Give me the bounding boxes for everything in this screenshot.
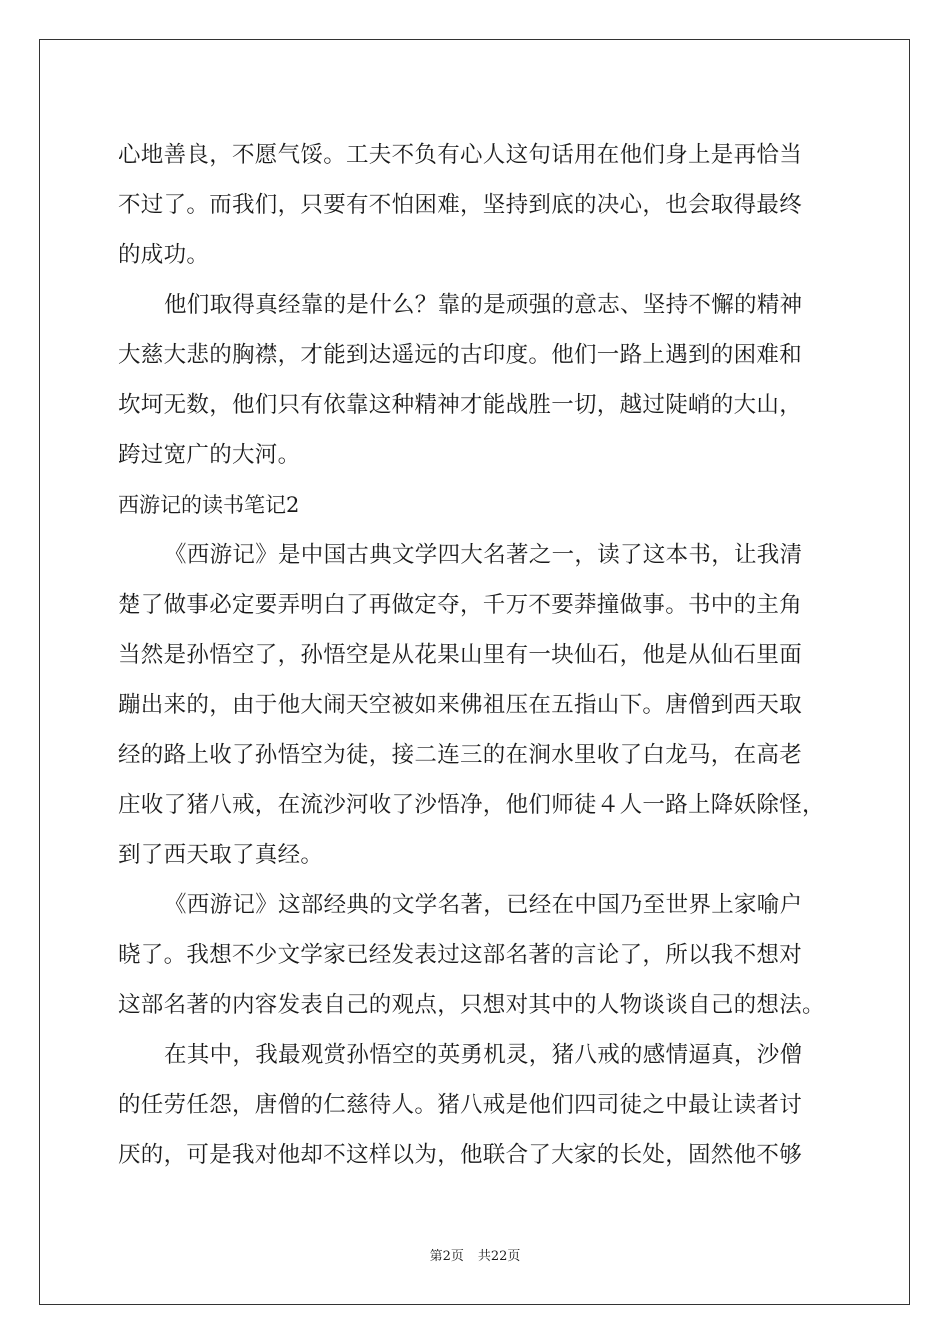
text-line: 的任劳任怨，唐僧的仁慈待人。猪八戒是他们四司徒之中最让读者讨: [118, 1092, 803, 1118]
paragraph: [118, 530, 838, 880]
page-footer: [0, 1245, 950, 1264]
text-line: 这部名著的内容发表自己的观点，只想对其中的人物谈谈自己的想法。: [118, 992, 825, 1018]
section-heading: 西游记的读书笔记2: [118, 493, 300, 517]
text-line: 他们取得真经靠的是什么？靠的是顽强的意志、坚持不懈的精神: [164, 292, 803, 318]
text-line: 不过了。而我们，只要有不怕困难，坚持到底的决心，也会取得最终: [118, 192, 803, 218]
text-line: 蹦出来的，由于他大闹天空被如来佛祖压在五指山下。唐僧到西天取: [118, 692, 803, 718]
text-line: 大慈大悲的胸襟，才能到达遥远的古印度。他们一路上遇到的困难和: [118, 342, 803, 368]
text-line: 到了西天取了真经。: [118, 842, 324, 868]
text-line: 经的路上收了孙悟空为徒，接二连三的在涧水里收了白龙马，在高老: [118, 742, 803, 768]
page-number-current: 第2页: [429, 1249, 464, 1264]
text-line: 的成功。: [118, 242, 210, 268]
text-line: 厌的，可是我对他却不这样以为，他联合了大家的长处，固然他不够: [118, 1142, 803, 1168]
paragraph: [118, 1030, 838, 1180]
document-body: [118, 130, 838, 1180]
text-line: 在其中，我最观赏孙悟空的英勇机灵，猪八戒的感情逼真，沙僧: [164, 1042, 803, 1068]
text-line: 庄收了猪八戒，在流沙河收了沙悟净，他们师徒４人一路上降妖除怪，: [118, 792, 825, 818]
text-line: 楚了做事必定要弄明白了再做定夺，千万不要莽撞做事。书中的主角: [118, 592, 803, 618]
paragraph: [118, 280, 838, 480]
text-line: 《西游记》这部经典的文学名著，已经在中国乃至世界上家喻户: [164, 892, 803, 918]
text-line: 晓了。我想不少文学家已经发表过这部名著的言论了，所以我不想对: [118, 942, 803, 968]
text-line: 心地善良，不愿气馁。工夫不负有心人这句话用在他们身上是再恰当: [118, 142, 803, 168]
text-line: 当然是孙悟空了，孙悟空是从花果山里有一块仙石，他是从仙石里面: [118, 642, 803, 668]
paragraph: [118, 130, 838, 280]
text-line: 《西游记》是中国古典文学四大名著之一，读了这本书，让我清: [164, 542, 803, 568]
page-number-total: 共22页: [477, 1249, 521, 1264]
paragraph: [118, 880, 838, 1030]
text-line: 坎坷无数，他们只有依靠这种精神才能战胜一切，越过陡峭的大山，: [118, 392, 803, 418]
text-line: 跨过宽广的大河。: [118, 442, 301, 468]
